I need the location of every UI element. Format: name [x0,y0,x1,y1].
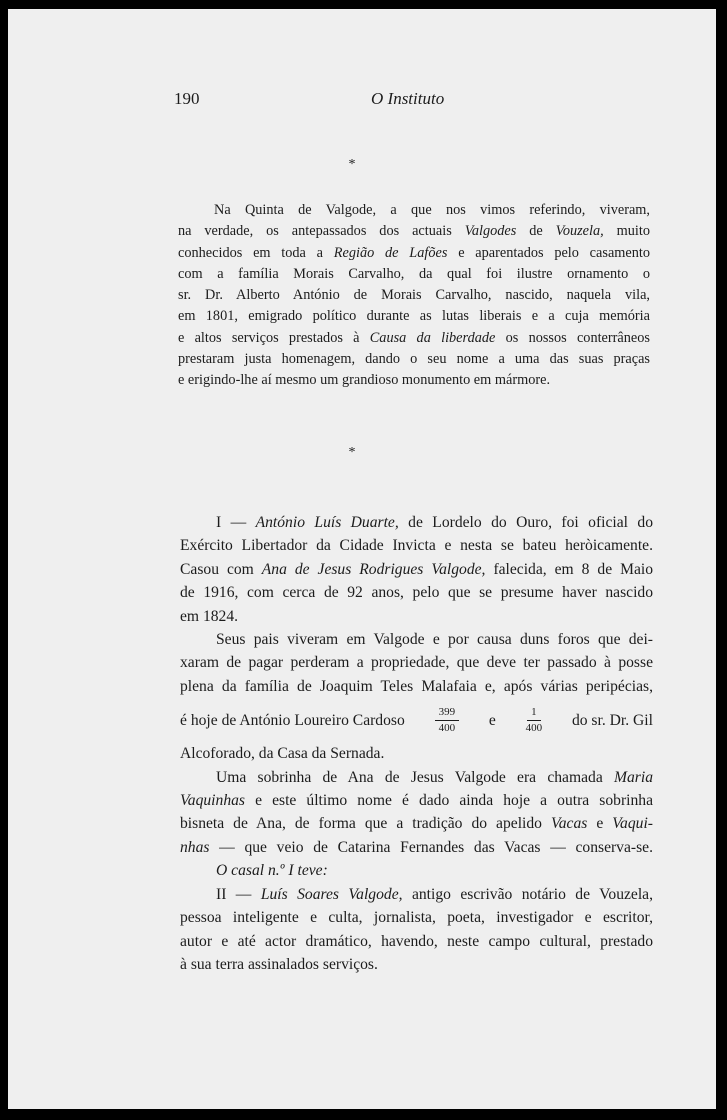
text-line: Casou com Ana de Jesus Rodrigues Valgode, falecida, em 8 de Maio [180,560,653,578]
page-number: 190 [174,89,200,108]
text-line: de 1916, com cerca de 92 anos, pelo que se presume haver nascido [180,584,653,602]
section-mark-asterisk: * [348,157,356,172]
text-line: Alcoforado, da Casa da Sernada. [180,745,385,763]
text-line: e altos serviços prestados à Causa da liberdade os nossos conterrâneos [178,329,650,346]
text-line: sr. Dr. Alberto António de Morais Carvalho, nascido, naquela vila, [178,287,650,304]
text-line: xaram de pagar perderam a propriedade, que deve ter passado à posse [180,654,653,672]
text-line: à sua terra assinalados serviços. [180,955,378,973]
text-line: na verdade, os antepassados dos actuais Valgodes de Vouzela, muito [178,223,651,240]
section-mark-asterisk: * [348,445,356,460]
fraction-line: é hoje de António Loureiro Cardoso $\frac{399}{400}$ e $\frac{1}{400}$ do sr. Dr. Gil [180,705,653,734]
text-line: Vaquinhas e este último nome é dado ainda hoje a outra sobrinha [180,792,653,810]
running-title: O Instituto [371,89,445,108]
text-line: Exército Libertador da Cidade Invicta e nesta se bateu heròicamente. [180,537,653,555]
page-header [174,89,572,113]
text-line: em 1801, emigrado político durante as lutas liberais e a cuja memória [178,308,650,325]
book-page [8,9,716,1109]
paragraph-valgode-quinta [178,200,650,392]
text-line: Uma sobrinha de Ana de Jesus Valgode era chamada Maria [216,768,653,786]
text-line: II — Luís Soares Valgode, antigo escrivão notário de Vouzela, [216,885,653,903]
fraction-399-400: $\frac{399}{400}$ [435,706,460,735]
text-line: pessoa inteligente e culta, jornalista, poeta, investigador e escritor, [180,909,653,927]
text-line: com a família Morais Carvalho, da qual foi ilustre ornamento o [178,265,650,282]
text-line: conhecidos em toda a Região de Lafões e aparentados pelo casamento [178,244,651,261]
text-line: Seus pais viveram em Valgode e por causa duns foros que dei- [216,631,653,649]
text-line: plena da família de Joaquim Teles Malafaia e, após várias peripécias, [180,677,653,695]
text-line: Na Quinta de Valgode, a que nos vimos referindo, viveram, [214,202,650,218]
text-line: autor e até actor dramático, havendo, neste campo cultural, prestado [180,932,653,950]
text-line: O casal n.º I teve: [216,862,328,880]
text-line: bisneta de Ana, de forma que a tradição do apelido Vacas e Vaqui- [180,815,653,833]
fraction-1-400: $\frac{1}{400}$ [525,705,543,734]
text-line: I — António Luís Duarte, de Lordelo do Ouro, foi oficial do [216,514,653,531]
text-line: prestaram justa homenagem, dando o seu nome a uma das suas praças [178,351,650,368]
text-line: nhas — que veio de Catarina Fernandes das Vacas — conserva-se. [180,838,653,856]
text-line: em 1824. [180,607,239,625]
text-line: e erigindo-lhe aí mesmo um grandioso monumento em mármore. [178,372,551,389]
genealogy-section [180,511,653,976]
